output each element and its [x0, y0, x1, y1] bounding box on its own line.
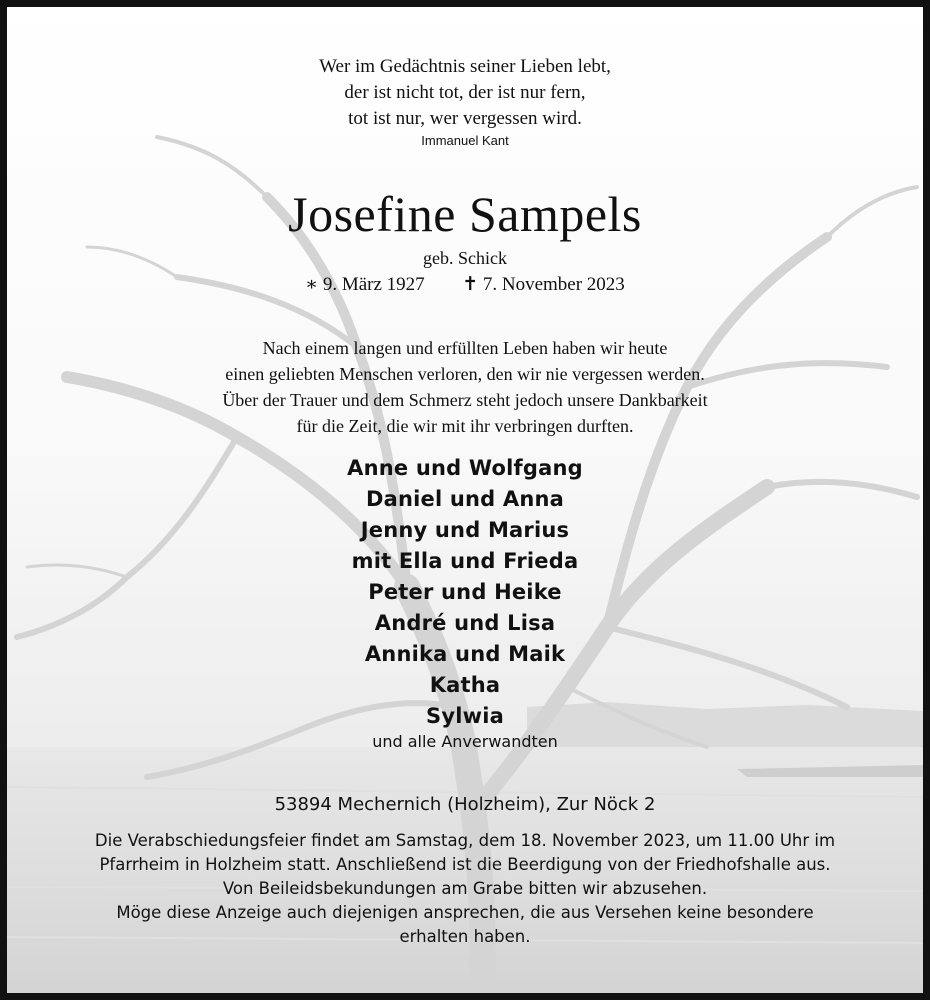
family-member: Sylwia	[426, 704, 504, 728]
message-line-2: einen geliebten Menschen verloren, den wir nie vergessen werden.	[225, 364, 705, 384]
death-cross-icon: ✝	[462, 274, 479, 295]
message-line-3: Über der Trauer und dem Schmerz steht jedoch unsere Dankbarkeit	[222, 390, 708, 410]
relatives-line: und alle Anverwandten	[372, 732, 558, 751]
quote-author: Immanuel Kant	[421, 133, 509, 148]
message-line-1: Nach einem langen und erfüllten Leben haben wir heute	[262, 338, 668, 358]
death-date: 7. November 2023	[482, 274, 625, 295]
quote-line-1: Wer im Gedächtnis seiner Lieben lebt,	[319, 56, 611, 77]
birth-date: 9. März 1927	[322, 274, 425, 295]
family-member: Katha	[429, 673, 501, 697]
family-address: 53894 Mechernich (Holzheim), Zur Nöck 2	[274, 794, 656, 815]
ceremony-line-2: Pfarrheim in Holzheim statt. Anschließend ist die Beerdigung von der Friedhofshalle aus.	[99, 855, 831, 874]
life-dates	[7, 273, 923, 297]
family-member: André und Lisa	[374, 611, 556, 635]
ceremony-line-1: Die Verabschiedungsfeier findet am Samstag, dem 18. November 2023, um 11.00 Uhr im	[94, 831, 836, 850]
notice-content	[7, 7, 923, 993]
ceremony-line-4: Möge diese Anzeige auch diejenigen ansprechen, die aus Versehen keine besondere	[116, 903, 814, 922]
family-member: Jenny und Marius	[360, 518, 570, 542]
family-member: Daniel und Anna	[365, 487, 565, 511]
deceased-name: Josefine Sampels	[288, 186, 642, 242]
family-member: mit Ella und Frieda	[351, 549, 579, 573]
ceremony-line-5: erhalten haben.	[399, 927, 531, 946]
quote-line-2: der ist nicht tot, der ist nur fern,	[344, 82, 586, 103]
family-member: Peter und Heike	[368, 580, 562, 604]
birth-star-icon: ∗	[305, 274, 319, 295]
quote-line-3: tot ist nur, wer vergessen wird.	[348, 108, 582, 129]
ceremony-line-3: Von Beileidsbekundungen am Grabe bitten wir abzusehen.	[222, 879, 708, 898]
maiden-name: geb. Schick	[423, 248, 507, 268]
message-line-4: für die Zeit, die wir mit ihr verbringen durften.	[296, 416, 634, 436]
family-member: Annika und Maik	[364, 642, 566, 666]
family-member: Anne und Wolfgang	[347, 456, 583, 480]
